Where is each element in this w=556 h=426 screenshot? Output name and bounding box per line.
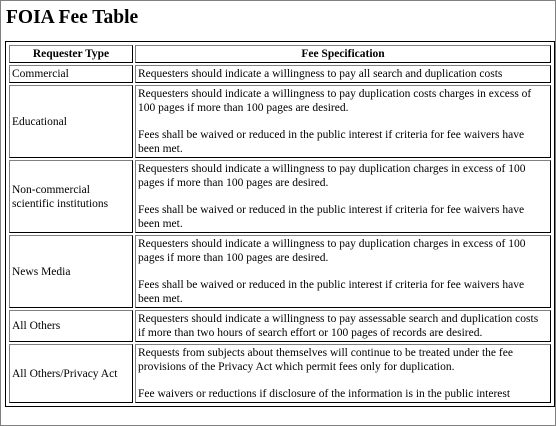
fee-spec-text: Requesters should indicate a willingness to pay duplication charges in excess of 100 pages if more than 100 pages are desired. [138,238,526,264]
fee-spec-text: Fees shall be waived or reduced in the public interest if criteria for fee waivers have been met. [138,129,525,155]
fee-spec-text: Requesters should indicate a willingness to pay all search and duplication costs [138,68,503,80]
table-row [9,310,551,342]
fee-spec-cell [135,310,551,342]
requester-type-cell: Commercial [9,65,133,83]
fee-spec-text: Requests from subjects about themselves will continue to be treated under the fee provisions of the Privacy Act which permit fees only for duplication. [138,347,513,373]
requester-type-cell: Educational [9,85,133,158]
header-fee-specification: Fee Specification [135,45,551,63]
fee-spec-cell [135,65,551,83]
table-row [9,65,551,83]
requester-type-cell: All Others [9,310,133,342]
requester-type-cell: All Others/Privacy Act [9,344,133,403]
fee-spec-cell [135,344,551,403]
requester-type-cell: News Media [9,235,133,308]
table-row [9,160,551,233]
requester-type-cell: Non-commercial scientific institutions [9,160,133,233]
fee-spec-text: Fee waivers or reductions if disclosure of the information is in the public interest [138,388,511,400]
fee-spec-text: Requesters should indicate a willingness to pay assessable search and duplication costs if more than two hours of search effort or 100 pages of records are desired. [138,313,539,339]
fee-spec-text: Requesters should indicate a willingness to pay duplication costs charges in excess of 100 pages if more than 100 pages are desired. [138,88,532,114]
fee-table-container [5,41,555,407]
table-row [9,235,551,308]
header-requester-type: Requester Type [9,45,133,63]
fee-spec-text: Requesters should indicate a willingness to pay duplication charges in excess of 100 pages if more than 100 pages are desired. [138,163,526,189]
table-header-row [9,45,551,63]
table-row [9,85,551,158]
fee-spec-cell [135,85,551,158]
fee-spec-text: Fees shall be waived or reduced in the public interest if criteria for fee waivers have been met. [138,279,525,305]
fee-spec-text: Fees shall be waived or reduced in the public interest if criteria for fee waivers have been met. [138,204,525,230]
fee-spec-cell [135,235,551,308]
page-title: FOIA Fee Table [6,7,139,28]
fee-table [7,43,553,405]
table-row [9,344,551,403]
fee-spec-cell [135,160,551,233]
